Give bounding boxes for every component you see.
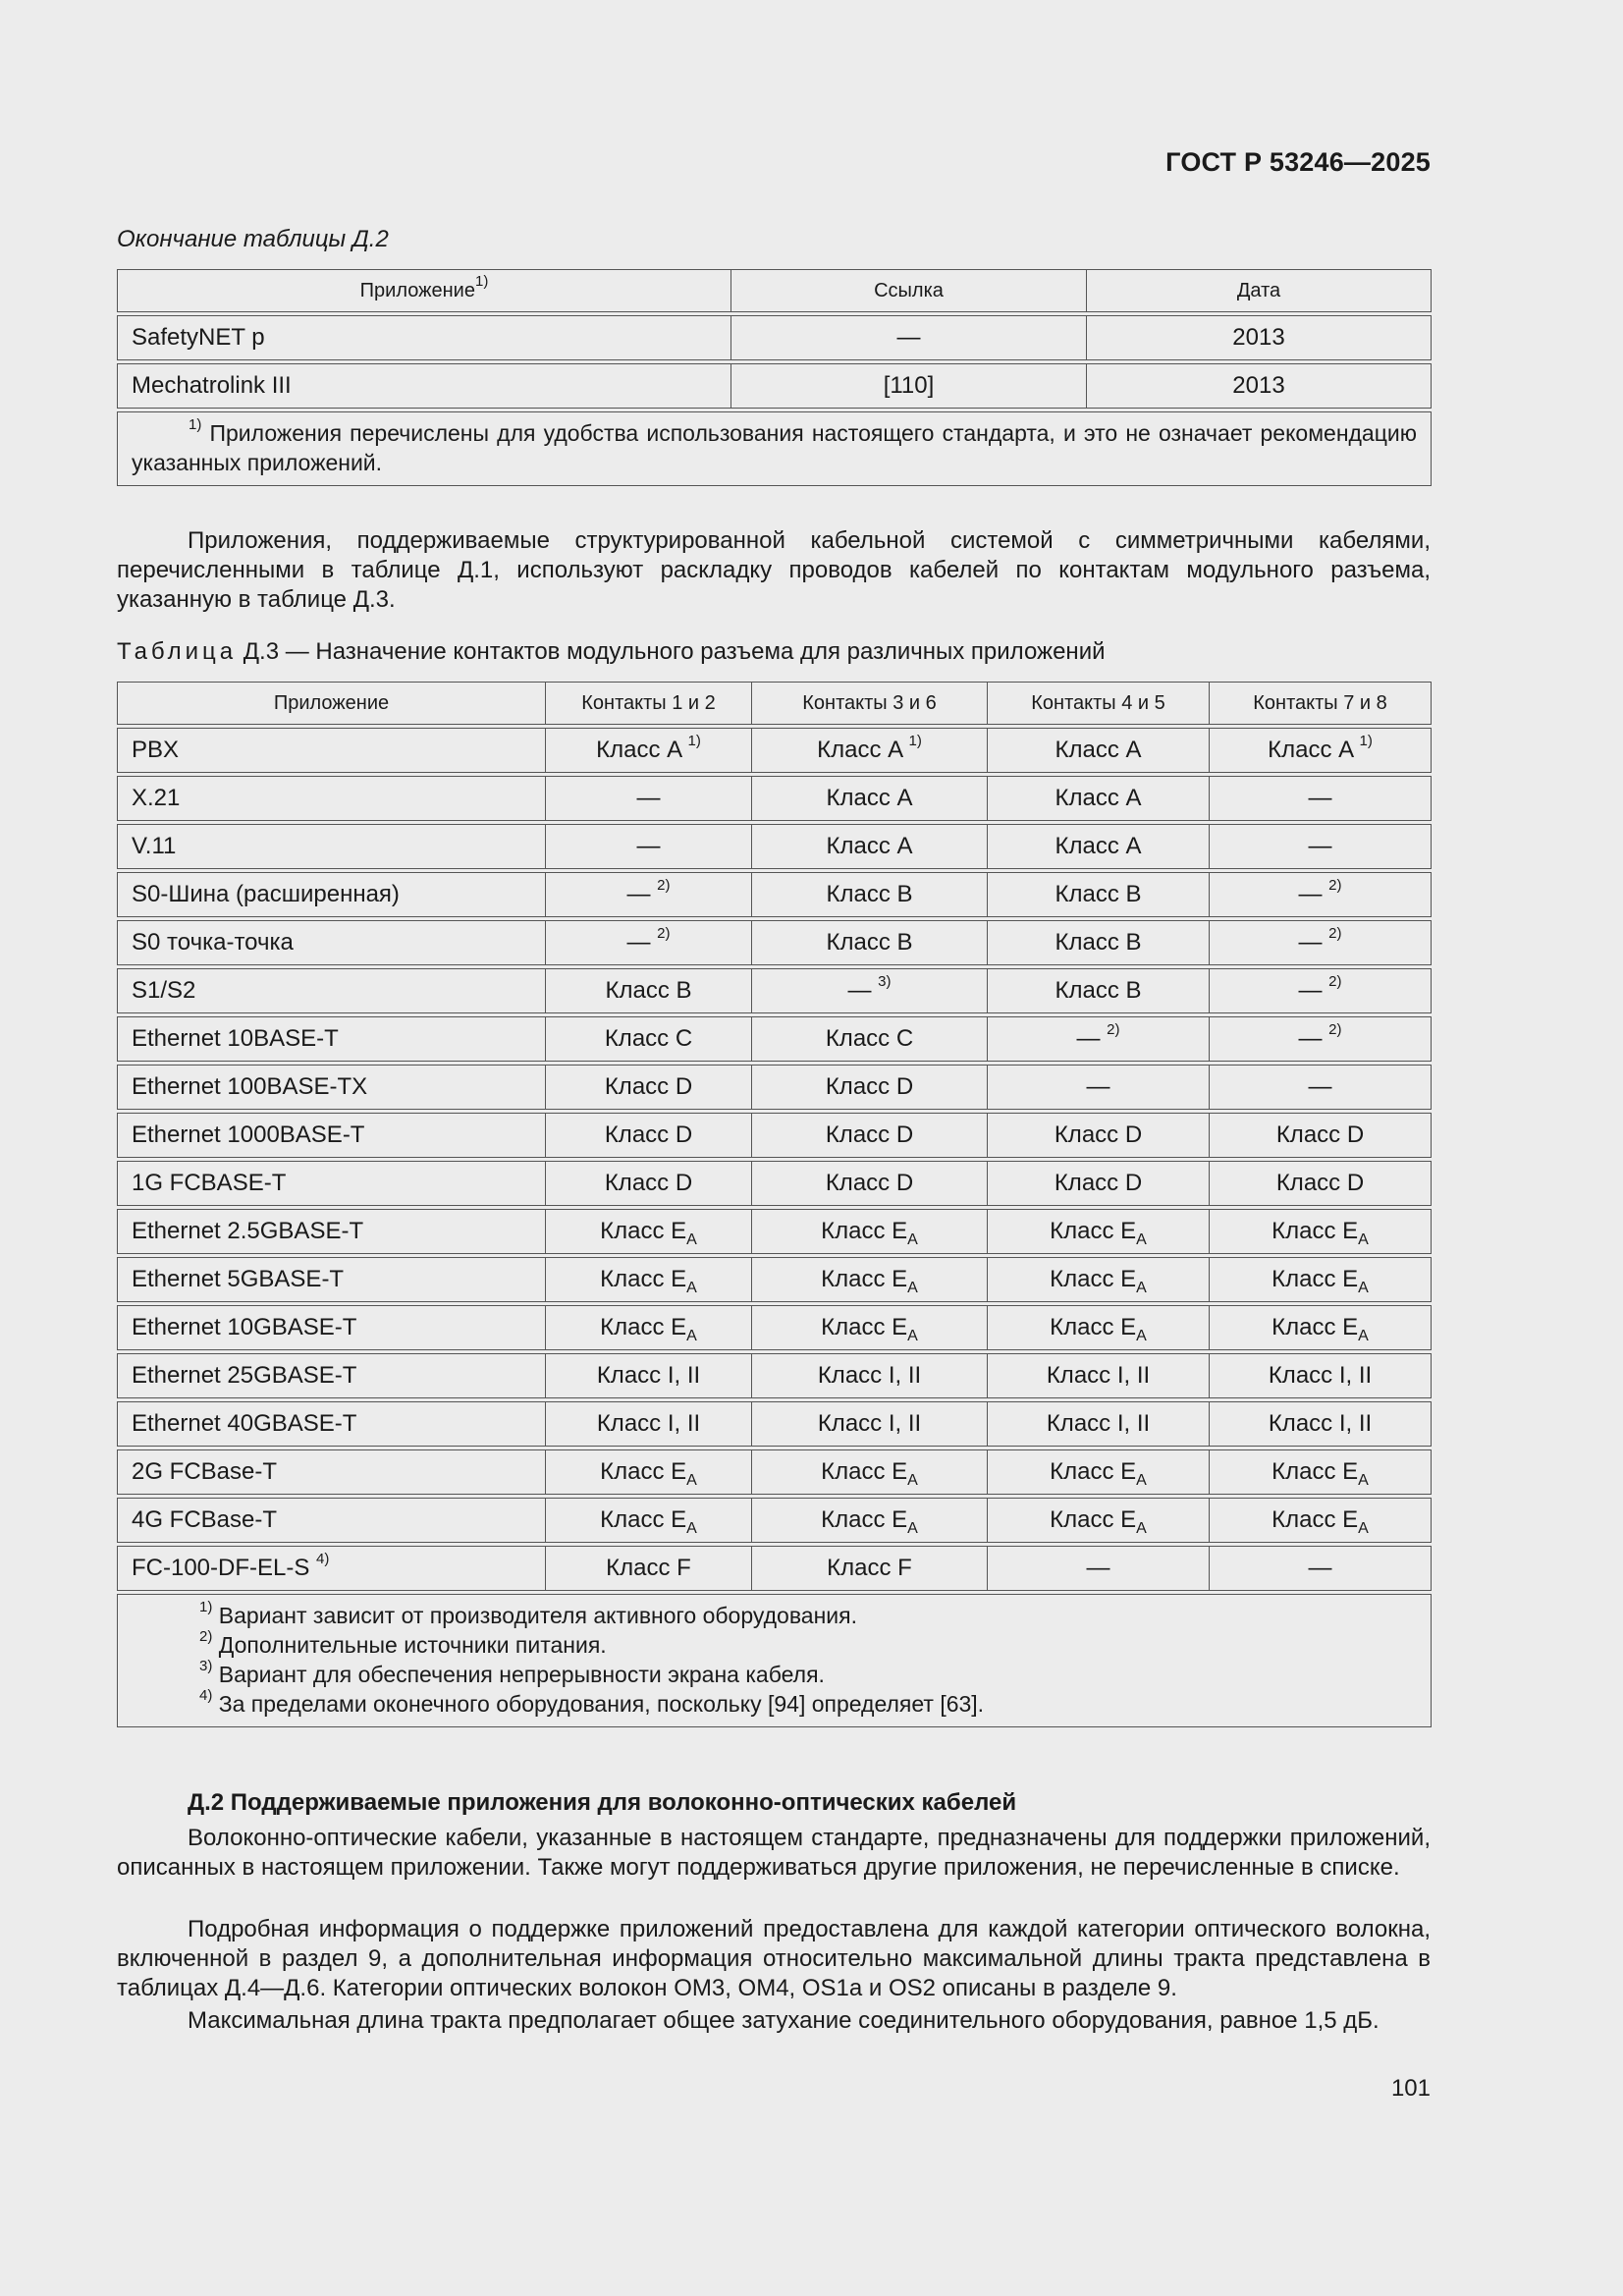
table-footnote-row	[117, 411, 1432, 486]
table-continuation-caption: Окончание таблицы Д.2	[117, 226, 389, 252]
column-header: Контакты 1 и 2	[546, 682, 752, 725]
contact-cell: — $^{2)}$	[546, 920, 752, 965]
contact-cell: — $^{2)}$	[988, 1016, 1210, 1062]
application-cell: S0 точка-точка	[117, 920, 546, 965]
application-cell: Ethernet 25GBASE-T	[117, 1353, 546, 1398]
contact-cell: Класс I, II	[988, 1401, 1210, 1447]
contact-cell: Класс I, II	[546, 1353, 752, 1398]
contact-cell: Класс D	[752, 1113, 988, 1158]
application-cell: Ethernet 10GBASE-T	[117, 1305, 546, 1350]
contact-cell: Класс B	[988, 920, 1210, 965]
contact-cell: Класс $E_A$	[546, 1257, 752, 1302]
table-cell: 2013	[1087, 363, 1432, 409]
contact-cell: Класс $E_A$	[988, 1449, 1210, 1495]
column-header: Приложение$^{1)}$	[117, 269, 731, 312]
contact-cell: Класс A $^{1)}$	[752, 728, 988, 773]
table-cell: SafetyNET p	[117, 315, 731, 360]
contact-cell: — $^{2)}$	[1210, 872, 1432, 917]
application-cell: PBX	[117, 728, 546, 773]
contact-cell: Класс F	[752, 1546, 988, 1591]
table-row	[117, 1016, 1432, 1062]
table-header-row	[117, 269, 1432, 312]
footnote-item: $^{1)}$ Вариант зависит от производителя активного оборудования.	[199, 1599, 857, 1628]
table-row	[117, 1257, 1432, 1302]
application-cell: Ethernet 2.5GBASE-T	[117, 1209, 546, 1254]
application-cell: 2G FCBase-T	[117, 1449, 546, 1495]
contact-cell: Класс B	[752, 872, 988, 917]
contact-cell: Класс $E_A$	[752, 1209, 988, 1254]
contact-cell: —	[1210, 776, 1432, 821]
application-cell: X.21	[117, 776, 546, 821]
table-row	[117, 1546, 1432, 1591]
column-header: Приложение	[117, 682, 546, 725]
table-row	[117, 1498, 1432, 1543]
table-row	[117, 1113, 1432, 1158]
contact-cell: Класс $E_A$	[1210, 1257, 1432, 1302]
contact-cell: Класс B	[988, 872, 1210, 917]
contact-cell: Класс A $^{1)}$	[546, 728, 752, 773]
application-cell: Ethernet 40GBASE-T	[117, 1401, 546, 1447]
contact-cell: Класс D	[546, 1065, 752, 1110]
contact-cell: —	[1210, 1546, 1432, 1591]
contact-cell: Класс A	[752, 824, 988, 869]
column-header: Дата	[1087, 269, 1432, 312]
contact-cell: —	[988, 1065, 1210, 1110]
body-paragraph: Максимальная длина тракта предполагает общее затухание соединительного оборудования, равное 1,5 дБ.	[188, 2007, 1380, 2034]
body-paragraph: Приложения, поддерживаемые структурированной кабельной системой с симметричными кабелями, перечисленными в таблице Д.1, используют раскладку проводов кабелей по контактам модульного разъема, указанную в таблице Д.3.	[117, 527, 1431, 613]
table-row	[117, 1353, 1432, 1398]
contact-cell: Класс D	[988, 1161, 1210, 1206]
table-cell: Mechatrolink III	[117, 363, 731, 409]
contact-cell: Класс D	[1210, 1113, 1432, 1158]
contact-cell: Класс $E_A$	[546, 1498, 752, 1543]
contact-cell: — $^{2)}$	[1210, 1016, 1432, 1062]
contact-cell: Класс $E_A$	[752, 1498, 988, 1543]
application-cell: Ethernet 100BASE-TX	[117, 1065, 546, 1110]
footnote-item: $^{3)}$ Вариант для обеспечения непрерывности экрана кабеля.	[199, 1658, 825, 1687]
contact-cell: Класс I, II	[546, 1401, 752, 1447]
table-title: Таблица Д.3 — Назначение контактов модульного разъема для различных приложений	[117, 638, 1106, 665]
table-row	[117, 1209, 1432, 1254]
contact-cell: Класс D	[546, 1161, 752, 1206]
table-d3	[117, 679, 1432, 1730]
contact-cell: Класс $E_A$	[546, 1305, 752, 1350]
contact-cell: Класс B	[988, 968, 1210, 1013]
table-row	[117, 824, 1432, 869]
contact-cell: Класс $E_A$	[988, 1209, 1210, 1254]
contact-cell: — $^{2)}$	[546, 872, 752, 917]
contact-cell: Класс I, II	[752, 1353, 988, 1398]
contact-cell: Класс A	[988, 728, 1210, 773]
table-d2	[117, 266, 1432, 489]
contact-cell: Класс D	[752, 1065, 988, 1110]
contact-cell: Класс D	[752, 1161, 988, 1206]
table-row	[117, 728, 1432, 773]
application-cell: Ethernet 1000BASE-T	[117, 1113, 546, 1158]
contact-cell: — $^{2)}$	[1210, 920, 1432, 965]
contact-cell: Класс F	[546, 1546, 752, 1591]
contact-cell: Класс $E_A$	[752, 1305, 988, 1350]
table-cell: —	[731, 315, 1087, 360]
table-cell: [110]	[731, 363, 1087, 409]
application-cell: 1G FCBASE-T	[117, 1161, 546, 1206]
contact-cell: Класс D	[546, 1113, 752, 1158]
contact-cell: Класс A	[988, 776, 1210, 821]
table-row	[117, 872, 1432, 917]
table-row	[117, 968, 1432, 1013]
table-row	[117, 1065, 1432, 1110]
column-header: Контакты 3 и 6	[752, 682, 988, 725]
document-code: ГОСТ Р 53246—2025	[1165, 147, 1431, 177]
table-footnote: $^{1)}$ Приложения перечислены для удобства использования настоящего стандарта, и это не означает рекомендацию указанных приложений.	[117, 411, 1432, 486]
application-cell: V.11	[117, 824, 546, 869]
contact-cell: Класс $E_A$	[752, 1449, 988, 1495]
table-footnotes-row	[117, 1594, 1432, 1727]
contact-cell: Класс I, II	[1210, 1401, 1432, 1447]
body-paragraph: Подробная информация о поддержке приложений предоставлена для каждой категории оптического волокна, включенной в раздел 9, а дополнительная информация относительно максимальной длины тракта представлена в таблицах Д.4—Д.6. Категории оптических волокон OM3, OM4, OS1a и OS2 описаны в разделе 9.	[117, 1916, 1431, 2001]
contact-cell: Класс B	[546, 968, 752, 1013]
application-cell: Ethernet 5GBASE-T	[117, 1257, 546, 1302]
contact-cell: Класс A	[988, 824, 1210, 869]
table-row	[117, 1305, 1432, 1350]
table-row	[117, 1161, 1432, 1206]
contact-cell: Класс $E_A$	[988, 1257, 1210, 1302]
column-header: Контакты 7 и 8	[1210, 682, 1432, 725]
table-cell: 2013	[1087, 315, 1432, 360]
application-cell: 4G FCBase-T	[117, 1498, 546, 1543]
contact-cell: —	[988, 1546, 1210, 1591]
contact-cell: Класс I, II	[752, 1401, 988, 1447]
contact-cell: Класс $E_A$	[988, 1305, 1210, 1350]
contact-cell: Класс $E_A$	[1210, 1498, 1432, 1543]
table-row	[117, 1401, 1432, 1447]
section-title: Д.2 Поддерживаемые приложения для волоконно-оптических кабелей	[188, 1789, 1017, 1816]
application-cell: S1/S2	[117, 968, 546, 1013]
application-cell: S0-Шина (расширенная)	[117, 872, 546, 917]
contact-cell: Класс $E_A$	[752, 1257, 988, 1302]
contact-cell: Класс I, II	[988, 1353, 1210, 1398]
footnote-item: $^{4)}$ За пределами оконечного оборудования, поскольку [94] определяет [63].	[199, 1687, 985, 1717]
contact-cell: Класс C	[546, 1016, 752, 1062]
page-number: 101	[1390, 2075, 1431, 2102]
contact-cell: Класс $E_A$	[1210, 1209, 1432, 1254]
table-header-row	[117, 682, 1432, 725]
contact-cell: Класс C	[752, 1016, 988, 1062]
table-footnotes	[117, 1594, 1432, 1727]
contact-cell: Класс I, II	[1210, 1353, 1432, 1398]
contact-cell: Класс A $^{1)}$	[1210, 728, 1432, 773]
application-cell: Ethernet 10BASE-T	[117, 1016, 546, 1062]
contact-cell: Класс D	[988, 1113, 1210, 1158]
body-paragraph: Волоконно-оптические кабели, указанные в настоящем стандарте, предназначены для поддержки приложений, описанных в настоящем приложении. Также могут поддерживаться другие приложения, не перечисленные в списке.	[117, 1825, 1431, 1881]
contact-cell: — $^{3)}$	[752, 968, 988, 1013]
contact-cell: — $^{2)}$	[1210, 968, 1432, 1013]
application-cell: FC-100-DF-EL-S $^{4)}$	[117, 1546, 546, 1591]
contact-cell: —	[546, 824, 752, 869]
contact-cell: Класс B	[752, 920, 988, 965]
table-row	[117, 363, 1432, 409]
footnote-item: $^{2)}$ Дополнительные источники питания.	[199, 1628, 607, 1658]
contact-cell: Класс $E_A$	[1210, 1449, 1432, 1495]
column-header: Ссылка	[731, 269, 1087, 312]
table-row	[117, 315, 1432, 360]
contact-cell: Класс D	[1210, 1161, 1432, 1206]
contact-cell: Класс $E_A$	[546, 1449, 752, 1495]
contact-cell: —	[1210, 1065, 1432, 1110]
column-header: Контакты 4 и 5	[988, 682, 1210, 725]
contact-cell: Класс $E_A$	[988, 1498, 1210, 1543]
contact-cell: —	[1210, 824, 1432, 869]
contact-cell: —	[546, 776, 752, 821]
contact-cell: Класс $E_A$	[546, 1209, 752, 1254]
contact-cell: Класс A	[752, 776, 988, 821]
table-row	[117, 920, 1432, 965]
table-row	[117, 1449, 1432, 1495]
table-row	[117, 776, 1432, 821]
contact-cell: Класс $E_A$	[1210, 1305, 1432, 1350]
